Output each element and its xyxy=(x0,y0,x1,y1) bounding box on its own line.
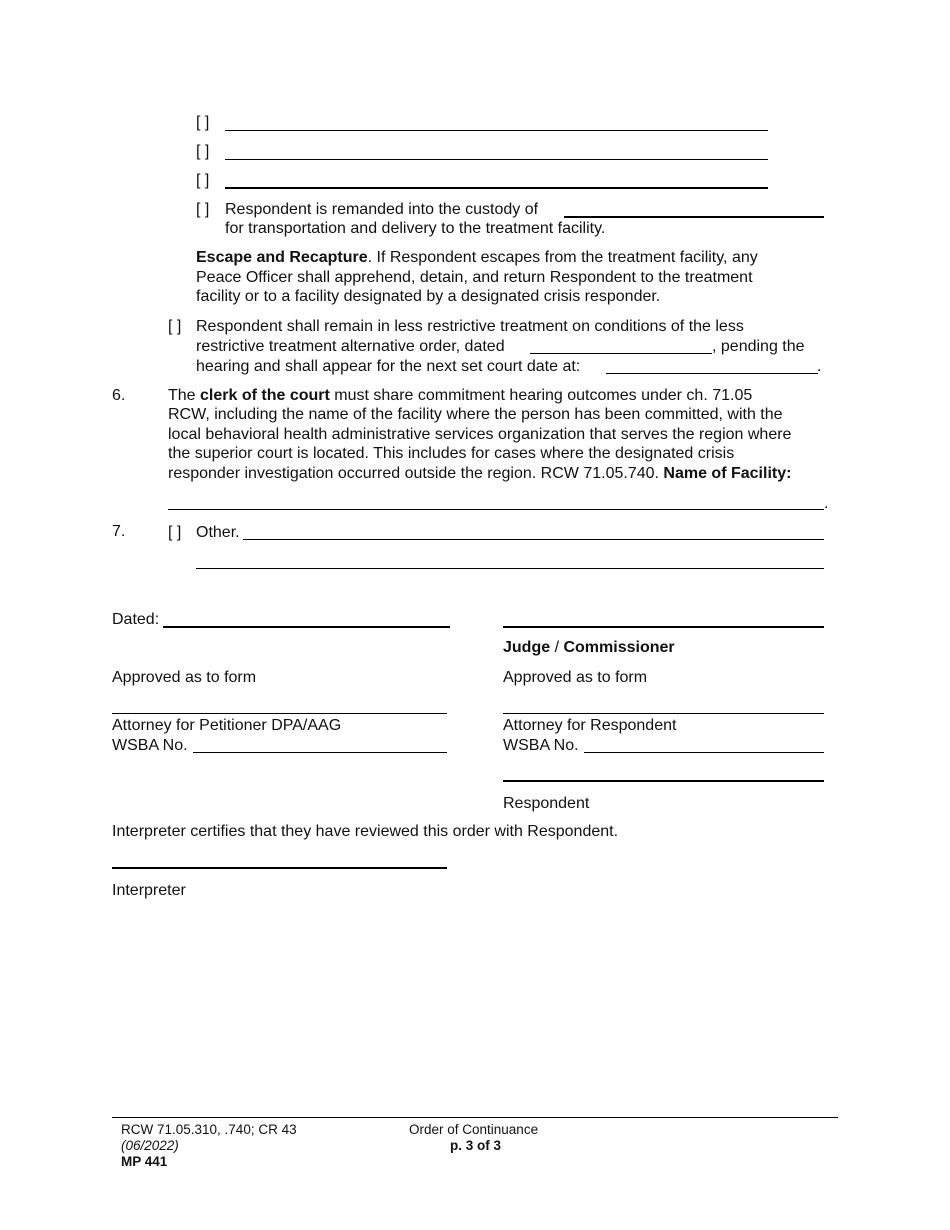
blank-line-checkbox[interactable]: [ ] xyxy=(196,114,210,131)
item-6-line4: the superior court is located. This includes for cases where the designated crisis xyxy=(168,445,735,462)
custody-checkbox[interactable]: [ ] xyxy=(196,201,210,218)
footer-title: Order of Continuance xyxy=(409,1122,539,1137)
attorney-respondent-label: Attorney for Respondent xyxy=(503,717,677,734)
dated-blank[interactable] xyxy=(163,626,450,628)
escape-paragraph-line3: facility or to a facility designated by a designated crisis responder. xyxy=(196,288,661,305)
other-blank-1[interactable] xyxy=(243,539,824,540)
wsba-left-label: WSBA No. xyxy=(112,737,188,754)
custody-blank xyxy=(564,216,824,218)
footer-divider xyxy=(112,1117,838,1118)
wsba-right-label: WSBA No. xyxy=(503,737,579,754)
lrt-text-2a: restrictive treatment alternative order, dated xyxy=(196,338,505,355)
footer-page-number: p. 3 of 3 xyxy=(450,1138,502,1153)
lrt-checkbox[interactable]: [ ] xyxy=(168,318,182,335)
attorney-petitioner-label: Attorney for Petitioner DPA/AAG xyxy=(112,717,342,734)
facility-name-label: Name of Facility: xyxy=(663,465,792,482)
item-6-line2: RCW, including the name of the facility where the person has been committed, with the xyxy=(168,406,783,423)
other-blank-2[interactable] xyxy=(196,568,824,569)
judge-signature-line[interactable] xyxy=(503,626,824,628)
wsba-left-blank[interactable] xyxy=(193,752,447,753)
blank-line xyxy=(225,130,768,131)
judge-commissioner-label: Judge / Commissioner xyxy=(503,639,675,656)
facility-name-blank[interactable] xyxy=(168,509,824,510)
escape-title: Escape and Recapture xyxy=(196,249,368,266)
item-6-line5: responder investigation occurred outside the region. RCW 71.05.740. Name of Facility: xyxy=(168,465,792,482)
interpreter-label: Interpreter xyxy=(112,882,186,899)
lrt-text-3b: . xyxy=(817,358,822,375)
blank-line xyxy=(225,187,768,189)
respondent-signature-line[interactable] xyxy=(503,780,824,782)
footer-date: (06/2022) xyxy=(121,1138,179,1153)
dated-label: Dated: xyxy=(112,611,160,628)
facility-name-period: . xyxy=(824,495,829,512)
petitioner-attorney-signature-line[interactable] xyxy=(112,713,447,714)
other-checkbox[interactable]: [ ] xyxy=(168,524,182,541)
lrt-text-1: Respondent shall remain in less restrictive treatment on conditions of the less xyxy=(196,318,744,335)
item-6-number: 6. xyxy=(112,387,126,404)
blank-line-checkbox[interactable]: [ ] xyxy=(196,172,210,189)
custody-text: Respondent is remanded into the custody of xyxy=(225,201,539,218)
escape-paragraph-line2: Peace Officer shall apprehend, detain, and return Respondent to the treatment xyxy=(196,269,753,286)
footer-statutes: RCW 71.05.310, .740; CR 43 xyxy=(121,1122,297,1137)
approved-left: Approved as to form xyxy=(112,669,257,686)
item-7-number: 7. xyxy=(112,523,126,540)
lrt-court-date-blank xyxy=(606,373,818,374)
blank-line xyxy=(225,159,768,160)
interpreter-signature-line[interactable] xyxy=(112,867,447,869)
item-6-line1: The clerk of the court must share commitment hearing outcomes under ch. 71.05 xyxy=(168,387,753,404)
respondent-label: Respondent xyxy=(503,795,590,812)
footer-form-id: MP 441 xyxy=(121,1154,168,1169)
custody-text-2: for transportation and delivery to the treatment facility. xyxy=(225,220,606,237)
wsba-right-blank[interactable] xyxy=(584,752,824,753)
other-label: Other. xyxy=(196,524,240,541)
respondent-attorney-signature-line[interactable] xyxy=(503,713,824,714)
approved-right: Approved as to form xyxy=(503,669,648,686)
item-6-line3: local behavioral health administrative services organization that serves the region where xyxy=(168,426,792,443)
interpreter-certification: Interpreter certifies that they have reviewed this order with Respondent. xyxy=(112,823,619,840)
lrt-text-3a: hearing and shall appear for the next set court date at: xyxy=(196,358,581,375)
blank-line-checkbox[interactable]: [ ] xyxy=(196,143,210,160)
lrt-date-blank xyxy=(530,353,712,354)
escape-paragraph-line1: Escape and Recapture. If Respondent escapes from the treatment facility, any xyxy=(196,249,758,266)
lrt-text-2b: , pending the xyxy=(712,338,805,355)
